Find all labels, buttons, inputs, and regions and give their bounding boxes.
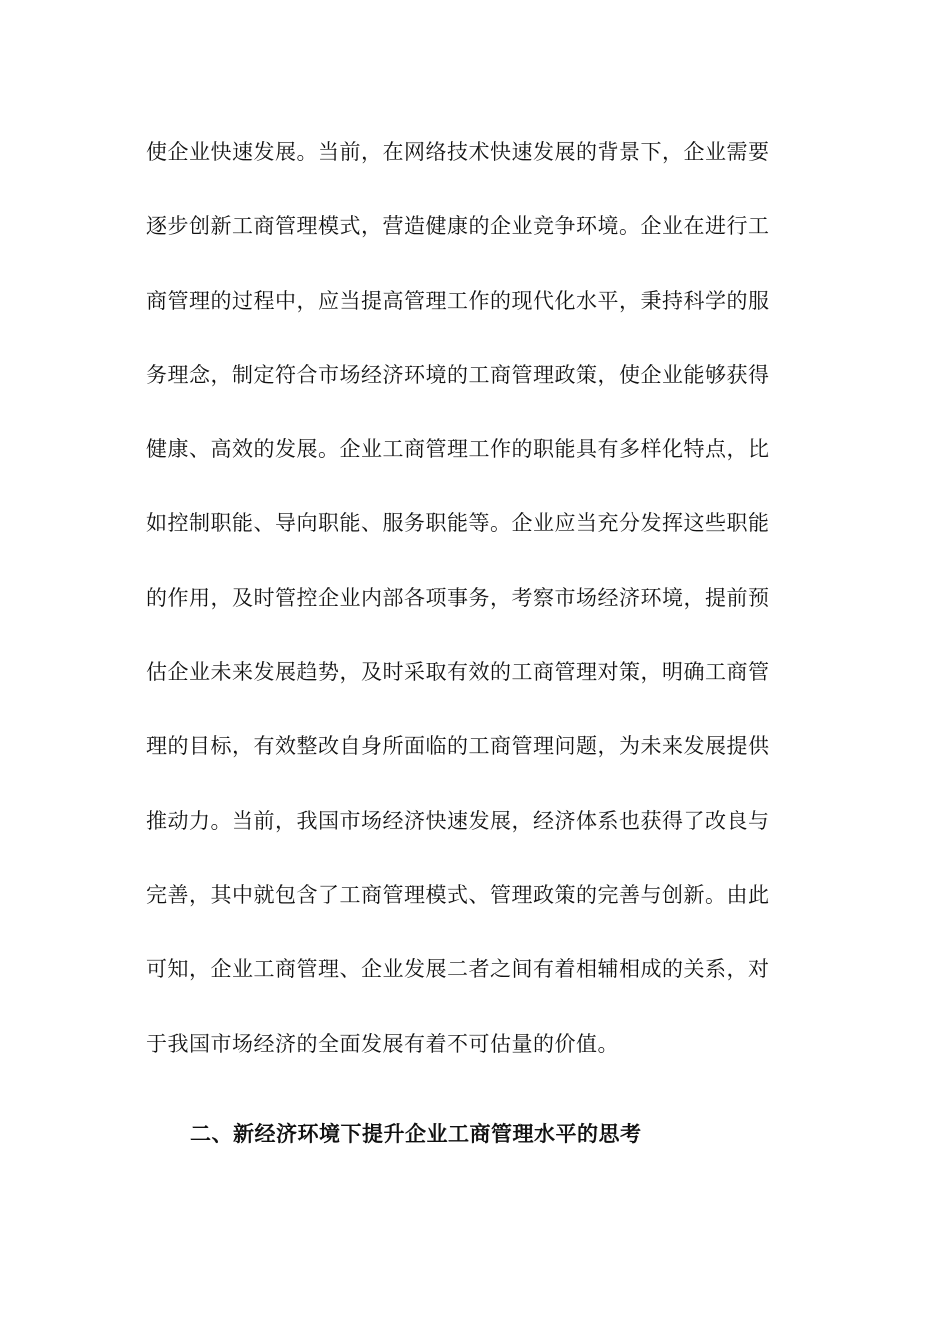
paragraph-line: 完善，其中就包含了工商管理模式、管理政策的完善与创新。由此 [146,882,770,907]
paragraph-line: 逐步创新工商管理模式，营造健康的企业竞争环境。企业在进行工 [146,214,770,239]
paragraph-line: 推动力。当前，我国市场经济快速发展，经济体系也获得了改良与 [146,808,770,833]
paragraph-line: 使企业快速发展。当前，在网络技术快速发展的背景下，企业需要 [146,140,770,164]
paragraph-line: 于我国市场经济的全面发展有着不可估量的价值。 [146,1031,619,1056]
section-heading: 二、新经济环境下提升企业工商管理水平的思考 [190,1121,642,1146]
body-paragraph [146,132,792,1098]
paragraph-line: 可知，企业工商管理、企业发展二者之间有着相辅相成的关系，对 [146,957,770,982]
paragraph-line: 健康、高效的发展。企业工商管理工作的职能具有多样化特点，比 [146,437,770,462]
paragraph-line: 如控制职能、导向职能、服务职能等。企业应当充分发挥这些职能 [146,511,770,536]
paragraph-line: 的作用，及时管控企业内部各项事务，考察市场经济环境，提前预 [146,585,770,610]
paragraph-line: 务理念，制定符合市场经济环境的工商管理政策，使企业能够获得 [146,362,770,387]
paragraph-line: 估企业未来发展趋势，及时采取有效的工商管理对策，明确工商管 [146,660,770,685]
paragraph-line: 理的目标，有效整改自身所面临的工商管理问题，为未来发展提供 [146,734,770,759]
paragraph-line: 商管理的过程中，应当提高管理工作的现代化水平，秉持科学的服 [146,288,770,313]
